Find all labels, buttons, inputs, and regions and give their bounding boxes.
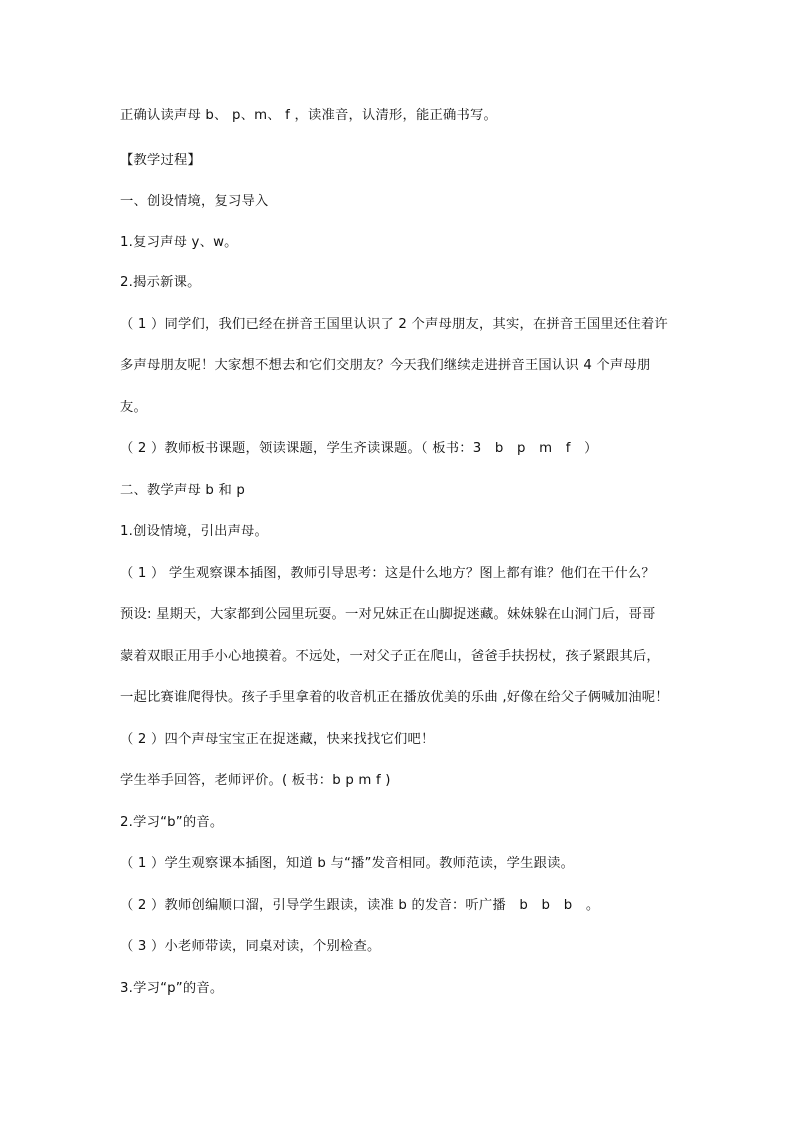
paragraph-line: （ 1 ）同学们，我们已经在拼音王国里认识了 2 个声母朋友，其实，在拼音王国里还住着许 xyxy=(120,317,668,332)
step-create-context: 1.创设情境，引出声母。 xyxy=(120,524,269,539)
paragraph-line: （ 3 ）小老师带读，同桌对读，个别检查。 xyxy=(120,939,381,954)
paragraph-line: 一起比赛谁爬得快。孩子手里拿着的收音机正在播放优美的乐曲 ,好像在给父子俩喊加油呢！ xyxy=(120,690,669,705)
paragraph-line: 预设: 星期天，大家都到公园里玩耍。一对兄妹正在山脚捉迷藏。妹妹躲在山洞门后，哥哥 xyxy=(120,607,656,622)
objective-line: 正确认读声母 b、 p、m、 f ，读准音，认清形，能正确书写。 xyxy=(120,108,497,123)
paragraph-line: （ 2 ）教师创编顺口溜，引导学生跟读，读准 b 的发音：听广播 b b b 。 xyxy=(120,898,600,913)
paragraph-line: 学生举手回答，老师评价。( 板书：b p m f ) xyxy=(120,773,391,788)
paragraph-line: （ 2 ）四个声母宝宝正在捉迷藏，快来找找它们吧！ xyxy=(120,732,435,747)
paragraph-line: （ 1 ） 学生观察课本插图，教师引导思考：这是什么地方？图上都有谁？他们在干什么？ xyxy=(120,566,655,581)
section-heading-1: 一、创设情境，复习导入 xyxy=(120,194,269,209)
paragraph-line: 蒙着双眼正用手小心地摸着。不远处，一对父子正在爬山，爸爸手扶拐杖，孩子紧跟其后， xyxy=(120,649,660,664)
step-reveal-lesson: 2.揭示新课。 xyxy=(120,275,201,290)
section-heading-teaching-process: 【教学过程】 xyxy=(120,153,201,168)
section-heading-2: 二、教学声母 b 和 p xyxy=(120,483,246,498)
step-learn-p: 3.学习“p”的音。 xyxy=(120,981,224,996)
paragraph-line: （ 2 ）教师板书课题，领读课题，学生齐读课题。（ 板书：3 b p m f ） xyxy=(120,441,598,456)
step-learn-b: 2.学习“b”的音。 xyxy=(120,815,224,830)
step-review-initials: 1.复习声母 y、w。 xyxy=(120,235,238,250)
paragraph-line: 多声母朋友呢！大家想不想去和它们交朋友？今天我们继续走进拼音王国认识 4 个声母朋 xyxy=(120,358,651,373)
paragraph-line: 友。 xyxy=(120,400,147,415)
paragraph-line: （ 1 ）学生观察课本插图，知道 b 与“播”发音相同。教师范读，学生跟读。 xyxy=(120,856,575,871)
